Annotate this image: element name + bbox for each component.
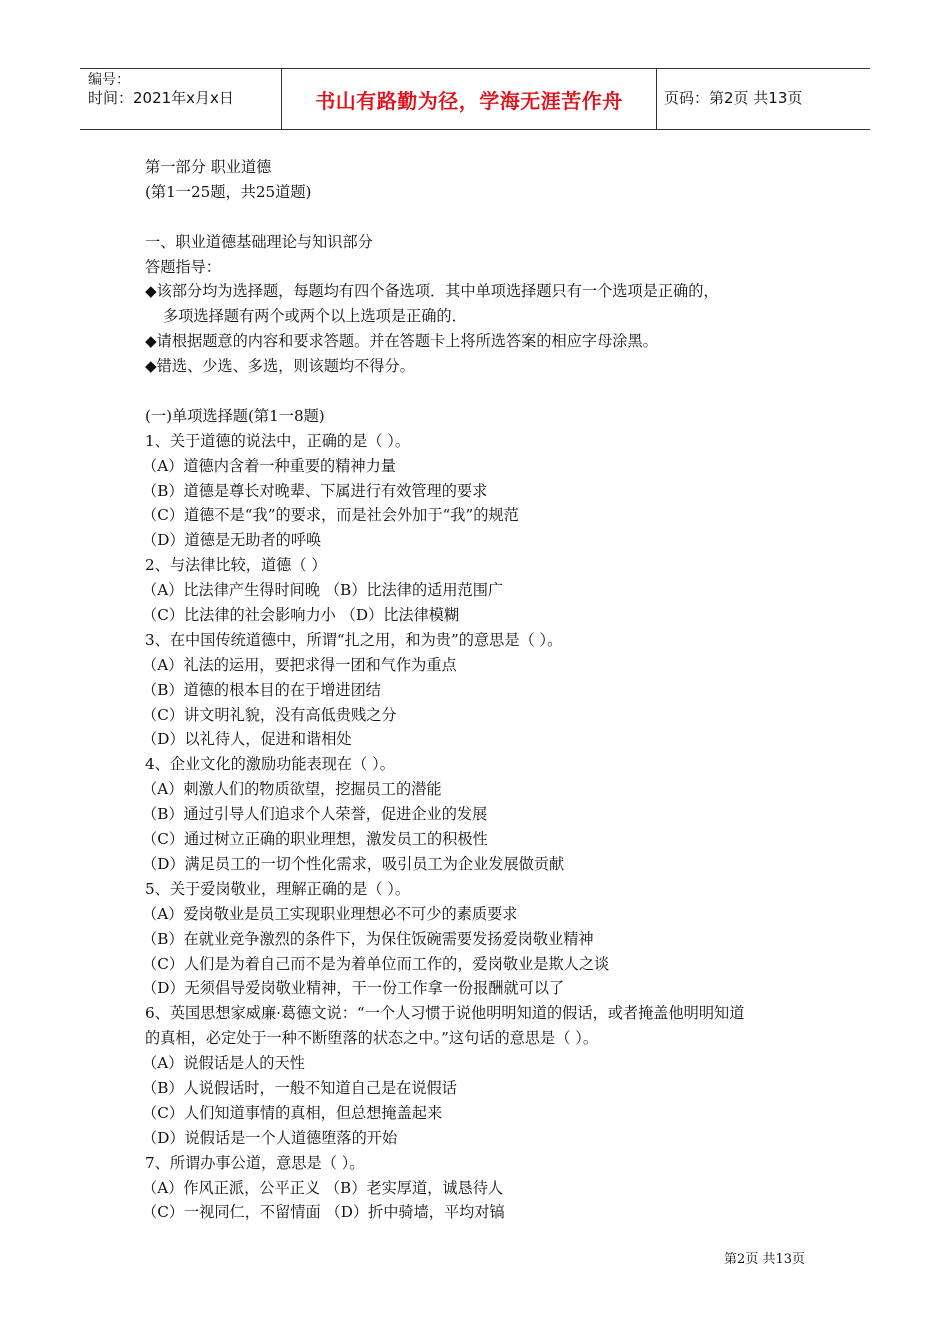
option: （C）讲文明礼貌，没有高低贵贱之分 bbox=[142, 705, 397, 724]
question: 7、所谓办事公道，意思是（ ）。 bbox=[145, 1153, 365, 1172]
option: （B）道德的根本目的在于增进团结 bbox=[142, 680, 381, 699]
option: （D）无须倡导爱岗敬业精神，干一份工作拿一份报酬就可以了 bbox=[142, 979, 565, 998]
spacer bbox=[145, 205, 825, 230]
option: （A）刺激人们的物质欲望，挖掘员工的潜能 bbox=[142, 780, 442, 799]
question: 3、在中国传统道德中，所谓“扎之用，和为贵”的意思是（ ）。 bbox=[145, 630, 563, 649]
document-body bbox=[142, 155, 825, 1225]
question: 1、关于道德的说法中，正确的是（ ）。 bbox=[145, 431, 411, 450]
question: 2、与法律比较，道德（ ） bbox=[145, 556, 327, 575]
guide-item-continued: 多项选择题有两个或两个以上选项是正确的． bbox=[163, 307, 467, 326]
option: （B）在就业竞争激烈的条件下，为保住饭碗需要发扬爱岗敬业精神 bbox=[142, 929, 594, 948]
subsection-title: (一)单项选择题(第1一8题) bbox=[145, 406, 325, 425]
option: （A）爱岗敬业是员工实现职业理想必不可少的素质要求 bbox=[142, 904, 518, 923]
option: （A）礼法的运用，要把求得一团和气作为重点 bbox=[142, 655, 457, 674]
page-code: 页码：第2页 共13页 bbox=[664, 89, 803, 107]
option: （A）道德内含着一种重要的精神力量 bbox=[142, 456, 396, 475]
part-title: 第一部分 职业道德 bbox=[145, 158, 272, 176]
page-header bbox=[80, 68, 870, 130]
option: （C）比法律的社会影响力小 （D）比法律模糊 bbox=[142, 606, 460, 625]
question: 6、英国思想家威廉·葛德文说：“一个人习惯于说他明明知道的假话，或者掩盖他明明知道 bbox=[145, 1004, 745, 1023]
option: （B）道德是尊长对晚辈、下属进行有效管理的要求 bbox=[142, 481, 488, 500]
question-continued: 的真相，必定处于一种不断堕落的状态之中。”这句话的意思是（ ）。 bbox=[145, 1029, 599, 1048]
option: （D）以礼待人，促进和谐相处 bbox=[142, 730, 352, 749]
option: （C）道德不是“我”的要求，而是社会外加于“我”的规范 bbox=[142, 506, 519, 525]
option: （D）道德是无助者的呼唤 bbox=[142, 531, 322, 550]
guide-label: 答题指导： bbox=[145, 257, 221, 276]
option: （C）一视同仁，不留情面 （D）折中骑墙，平均对镐 bbox=[142, 1203, 505, 1222]
guide-item: ◆该部分均为选择题，每题均有四个备选项．其中单项选择题只有一个选项是正确的， bbox=[145, 282, 719, 301]
option: （A）作风正派，公平正义 （B）老实厚道，诚恳待人 bbox=[142, 1178, 504, 1197]
motto: 书山有路勤为径，学海无涯苦作舟 bbox=[315, 89, 623, 113]
page-footer: 第2页 共13页 bbox=[724, 1252, 805, 1267]
option: （D）说假话是一个人道德堕落的开始 bbox=[142, 1128, 398, 1147]
header-meta bbox=[80, 69, 281, 129]
option: （C）人们是为着自己而不是为着单位而工作的，爱岗敬业是欺人之谈 bbox=[142, 954, 610, 973]
question: 4、企业文化的激励功能表现在（ ）。 bbox=[145, 755, 395, 774]
option: （C）通过树立正确的职业理想，激发员工的积极性 bbox=[142, 830, 488, 849]
number-label: 编号： bbox=[88, 72, 130, 88]
section-title: 一、职业道德基础理论与知识部分 bbox=[145, 232, 373, 251]
option: （C）人们知道事情的真相，但总想掩盖起来 bbox=[142, 1103, 443, 1122]
header-page-cell bbox=[656, 69, 870, 129]
option: （D）满足员工的一切个性化需求，吸引员工为企业发展做贡献 bbox=[142, 854, 565, 873]
header-motto-cell bbox=[281, 69, 657, 129]
guide-item: ◆请根据题意的内容和要求答题。并在答题卡上将所选答案的相应字母涂黑。 bbox=[145, 332, 658, 351]
option: （A）说假话是人的天性 bbox=[142, 1054, 305, 1073]
question: 5、关于爱岗敬业，理解正确的是（ ）。 bbox=[145, 879, 411, 898]
guide-item: ◆错选、少选、多选，则该题均不得分。 bbox=[145, 357, 415, 376]
option: （B）人说假话时，一般不知道自己是在说假话 bbox=[142, 1078, 457, 1097]
option: （B）通过引导人们追求个人荣誉，促进企业的发展 bbox=[142, 805, 488, 824]
part-range: (第1一25题，共25道题) bbox=[145, 182, 312, 201]
time-label: 时间：2021年x月x日 bbox=[88, 89, 234, 107]
option: （A）比法律产生得时间晚 （B）比法律的适用范围广 bbox=[142, 581, 504, 600]
spacer bbox=[145, 379, 825, 404]
